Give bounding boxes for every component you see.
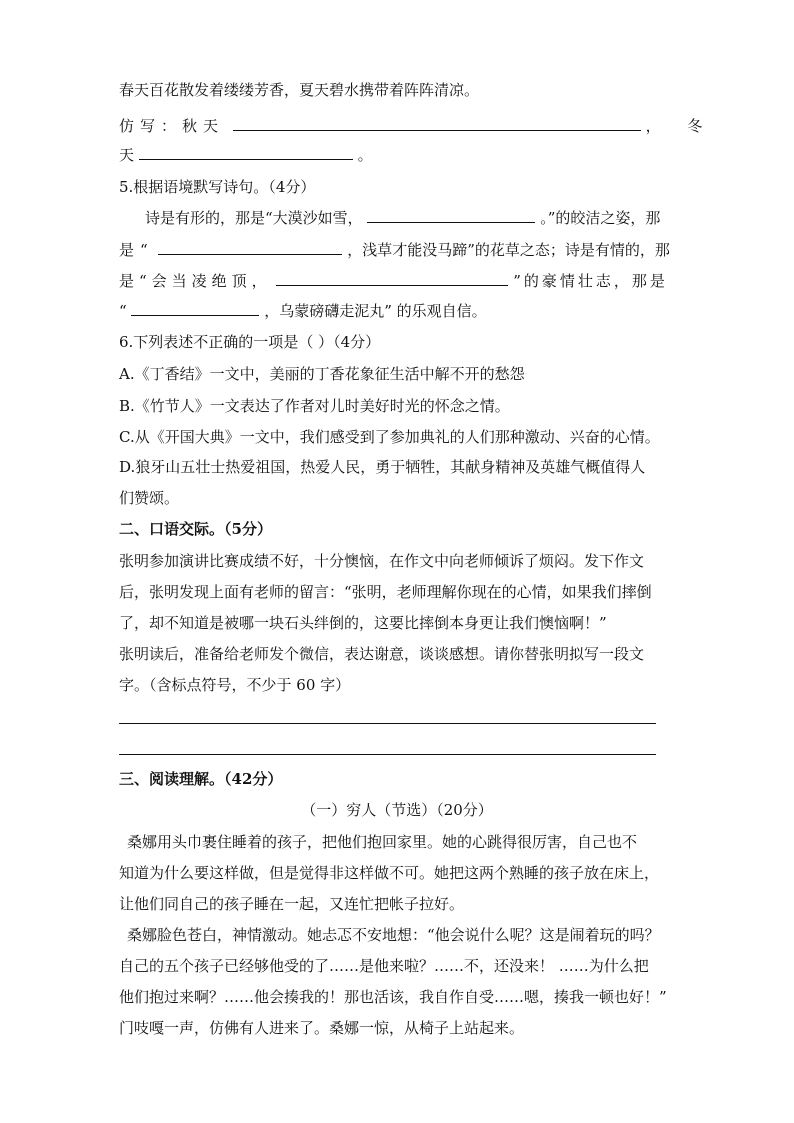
sample-sentence: 春天百花散发着缕缕芳香，夏天碧水携带着阵阵清凉。 <box>119 81 480 99</box>
question-5-title: 5.根据语境默写诗句。（4分） <box>119 178 316 196</box>
q5-blank-2[interactable] <box>158 240 342 255</box>
imitation-line-2 <box>119 145 373 165</box>
answer-line-1[interactable] <box>119 723 656 724</box>
section-2-para-line1: 张明参加演讲比赛成绩不好，十分懊恼，在作文中向老师倾诉了烦闷。发下作文 <box>119 552 645 570</box>
reading-para1-line1: 桑娜用头巾裹住睡着的孩子，把他们抱回家里。她的心跳得很厉害，自己也不 <box>127 833 638 851</box>
reading-para1-line2: 知道为什么要这样做，但是觉得非这样做不可。她把这两个熟睡的孩子放在床上， <box>119 864 660 882</box>
q5-text-4b: ，乌蒙磅礴走泥丸” 的乐观自信。 <box>264 302 487 320</box>
q5-text-2a: 是“ <box>119 241 154 259</box>
q5-blank-3[interactable] <box>276 271 508 286</box>
q6-option-d-line1: D.狼牙山五壮士热爱祖国，热爱人民，勇于牺牲，其献身精神及英雄气概值得人 <box>119 458 646 476</box>
q5-line-3 <box>119 271 668 291</box>
reading-para2-line1: 桑娜脸色苍白，神情激动。她忐忑不安地想：“他会说什么呢？这是闹着玩的吗？ <box>127 926 660 944</box>
q6-option-d-line2: 们赞颂。 <box>119 489 180 507</box>
question-6-title: 6.下列表述不正确的一项是（ ）（4分） <box>119 333 381 351</box>
q5-text-4a: “ <box>119 302 127 320</box>
imitation-line-1 <box>119 116 702 136</box>
reading-para3-line1: 门吱嘎一声，仿佛有人进来了。桑娜一惊，从椅子上站起来。 <box>119 1019 525 1037</box>
q5-blank-4[interactable] <box>131 301 259 316</box>
q5-line-1 <box>145 208 660 228</box>
comma: ， <box>645 117 661 135</box>
q6-option-c: C.从《开国大典》一文中，我们感受到了参加典礼的人们那种激动、兴奋的心情。 <box>119 428 660 446</box>
reading-para2-line3: 他们抱过来啊？……他会揍我的！那也活该，我自作自受……嗯，揍我一顿也好！” <box>119 988 667 1006</box>
q5-text-1b: 。”的皎洁之姿，那 <box>540 209 661 227</box>
q5-text-2b: ，浅草才能没马蹄”的花草之态；诗是有情的，那 <box>347 241 670 259</box>
section-2-para-line5: 字。（含标点符号，不少于 60 字） <box>119 676 351 694</box>
q5-text-3a: 是“会当凌绝顶， <box>119 272 272 290</box>
q5-line-2 <box>119 240 670 260</box>
q5-text-3b: ”的豪情壮志，那是 <box>513 272 668 290</box>
imitation-blank-autumn[interactable] <box>233 116 641 131</box>
q5-text-1a: 诗是有形的，那是“大漠沙如雪， <box>145 209 363 227</box>
section-2-para-line3: 了，却不知道是被哪一块石头绊倒的，这要比摔倒本身更让我们懊恼啊！” <box>119 614 607 632</box>
reading-1-title: （一）穷人（节选）（20分） <box>301 801 493 819</box>
section-2-para-line4: 张明读后，准备给老师发个微信，表达谢意，谈谈感想。请你替张明拟写一段文 <box>119 645 645 663</box>
winter-char: 冬 <box>687 117 703 135</box>
answer-line-2[interactable] <box>119 754 656 755</box>
reading-para1-line3: 让他们同自己的孩子睡在一起，又连忙把帐子拉好。 <box>119 895 465 913</box>
q5-blank-1[interactable] <box>367 208 535 223</box>
q6-option-a: A.《丁香结》一文中，美丽的丁香花象征生活中解不开的愁怨 <box>119 365 525 383</box>
imitation-label: 仿写：秋天 <box>119 117 225 135</box>
q6-option-b: B.《竹节人》一文表达了作者对儿时美好时光的怀念之情。 <box>119 397 510 415</box>
period: 。 <box>357 146 373 164</box>
imitation-blank-winter[interactable] <box>139 145 353 160</box>
section-2-para-line2: 后，张明发现上面有老师的留言：“张明，老师理解你现在的心情，如果我们摔倒 <box>119 583 652 601</box>
q5-line-4 <box>119 301 487 321</box>
reading-para2-line2: 自己的五个孩子已经够他受的了……是他来啦？……不，还没来！ ……为什么把 <box>119 957 649 975</box>
sky-char: 天 <box>119 146 135 164</box>
section-3-heading: 三、阅读理解。（42分） <box>119 770 283 788</box>
section-2-heading: 二、口语交际。（5分） <box>119 520 272 538</box>
